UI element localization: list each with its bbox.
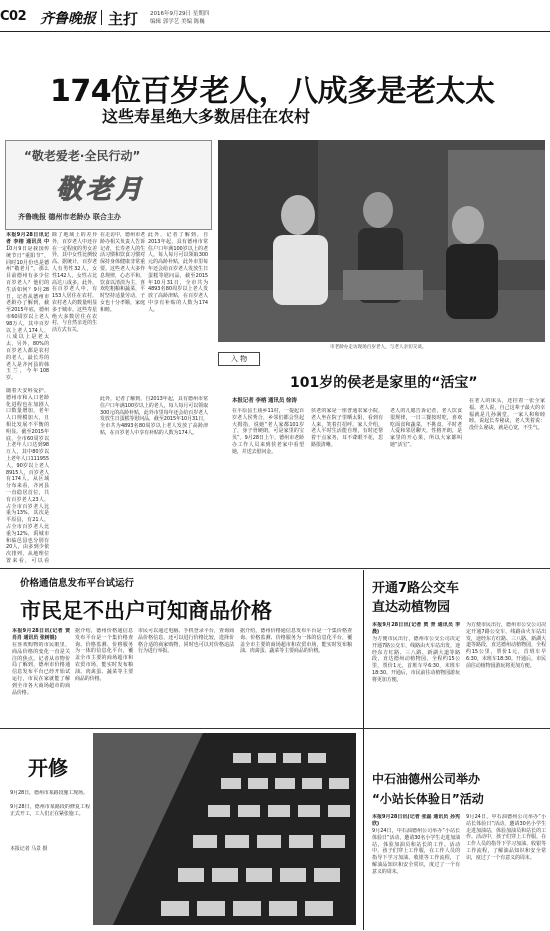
lead-col-5-cont: 此外，记者了解到，自2013年起，具有德州市常住户口年满100岁以上的老人，每人每月可以领取300元的高龄补贴，此外市里每年还会给百岁老人发放生日蛋糕等慰问品，截至2015年10月31日，全市共为4893名80周岁以上老人发放了高龄津贴，在百岁老人中享有补贴的人数为174人。 — [100, 396, 208, 436]
issue-date: 2016年9月29日 星期四 — [150, 11, 210, 17]
petro-col-1: 9月24日，中石油德州公司举办“小站长体验日”活动，邀请30名小学生走进加油站，体验加油员和站长的工作。活动中，孩子们穿上工作服，在工作人员的指导下学习加油、收银等工作流程，了解油品知识和安全常识，度过了一个有意义的周末。 — [372, 828, 460, 875]
feature-col-1: 在平原县王庙乡11村，一提起百岁老人侯秀合，乡邻们都会竖起大拇指，说她“老人家都101岁了，身子骨硬朗，可是家里的宝贝”。9月28日上午，德州市老龄办工作人员来到侯老家中看望她，并送去慰问金。 — [232, 408, 304, 455]
petro-byline: 本报9月28日讯(记者 张磊 通讯员 孙宪欣) — [372, 814, 460, 827]
editors: 编辑 郭学艺 美编 陈巍 — [150, 19, 205, 25]
price-col-3-cont: 据介绍，德州价格通信息发布平台是一个集价格查询、价格监测、价格服务为一体的信息化平台，覆盖全市主要的商场超市和农贸市场，能实时发布粮油、肉禽蛋、蔬菜等主要商品的价格。 — [240, 628, 352, 655]
section-title: 主打 — [108, 10, 139, 28]
petro-headline-2: “小站长体验日”活动 — [372, 792, 484, 806]
petro-headline-1: 中石油德州公司举办 — [372, 772, 481, 786]
lead-subhead: 这些寿星绝大多数居住在农村 — [102, 107, 311, 126]
feature-col-4: 在老人的床头，还挂着一张全家福。老人说，自己这辈子最大的幸福就是儿孙满堂，一家人和和睦睦。说起长寿秘诀，老人笑着说：没什么秘诀，就是心宽，不生气。 — [469, 398, 545, 432]
road-repair-photo — [93, 733, 356, 925]
bus-headline-1: 开通7路公交车 — [372, 581, 460, 596]
bus-headline-2: 直达动植物园 — [372, 600, 451, 615]
logo-slogan: “敬老爱老·全民行动” — [24, 149, 141, 163]
bus-col-2: 为方便市民出行，德州市公交公司决定开通7路公交车，线路由火车站出发，途经东方红路、三八路、新湖大道等路段，直达德州动植物园，全程约15公里，票价1元，首班车早6:30，末班车18:30。开通后，市民前往动植物园游玩将更加方便。 — [466, 622, 546, 669]
bus-byline: 本报9月28日讯(记者 贾 青 通讯员 李 晨) — [372, 622, 460, 635]
repair-title: 开修 — [28, 756, 68, 780]
lead-col-5: 此外，记者了解到，自2013年起，具有德州市常住户口年满100岁以上的老人，每人每月可以领取300元的高龄补贴，此外市里每年还会给百岁老人发放生日蛋糕等慰问品，截至2015年10月31日，全市共为4893名80周岁以上老人发放了高龄津贴，在百岁老人中享有补贴的人数为174人。 — [148, 232, 208, 313]
bus-col-1: 为方便市民出行，德州市公交公司决定开通7路公交车，线路由火车站出发，途经东方红路、三八路、新湖大道等路段，直达德州动植物园，全程约15公里，票价1元，首班车早6:30，末班车18:30。开通后，市民前往动植物园游玩将更加方便。 — [372, 636, 460, 683]
masthead — [0, 0, 550, 32]
price-kicker: 价格通信息发布平台试运行 — [20, 578, 135, 589]
repair-text: 9月28日，德州市某路段的修复工程正式开工，工人们正在紧张施工。 — [10, 804, 90, 817]
lead-col-2: 随着天安科爱护，德州市和入口老龄化进程也在加剧人口数量增加，老年人口规模加大，且相比发展不平衡的明显。截至2015年底，全市60周岁以上老年人口达到98万人，其中80岁以上老年人口111955人，90岁以上老人8915人，百岁老人有174人。从区域分布来看，齐河县一直稳居首位，共有百岁老人23人，占全市百岁老人比重为13%，其次是平原县，有21人，占全市百岁老人比重为12%，禹城市和临邑县也分别有20人，由多到少依次排列，从地理位置来看，可以看 — [6, 388, 49, 564]
feature-byline: 本报记者 李榕 通讯员 徐涛 — [232, 398, 297, 404]
lead-photo-caption: 市老龄办走访现场百岁老人，与老人亲切交谈。 — [330, 345, 427, 350]
lead-col-1: 10月9日是我国传统节日“重阳节”，同时10月份也是德州“敬老月”。那么目前德州有多少位百岁老人？他们的生活如何？9月28日，记者从德州市老龄办了解到，截至2015年底，德州市60周岁以上老人98万人，其中百岁以上老人174人，八成以上是老太太，另外，80%的百岁老人都是农村的老人，最长寿的老人是齐河县的韩玉兰，今年108岁。 — [6, 246, 49, 382]
campaign-logo — [5, 140, 212, 230]
price-headline: 市民足不出户可知商品价格 — [20, 599, 272, 623]
paper-logo: 齐鲁晚报 — [40, 11, 96, 27]
repair-credit: 本报记者 马景 摄 — [10, 846, 48, 852]
petro-col-2: 9月24日，中石油德州公司举办“小站长体验日”活动，邀请30名小学生走进加油站，体验加油员和站长的工作。活动中，孩子们穿上工作服，在工作人员的指导下学习加油、收银等工作流程，了解油品知识和安全常识，度过了一个有意义的周末。 — [466, 814, 546, 861]
elderly-visit-photo — [218, 140, 545, 342]
lead-col-4: 在走访中，德州市老龄办相关负责人告诉记者，长寿老人的生活习惯和饮食习惯对保持身体健康非常重要。这些老人大多作息规律，心态平和，饮食以清淡为主，喜欢吃粗粮和蔬菜，平时坚持适量劳动，子女也十分孝顺，家庭和睦。 — [100, 232, 145, 313]
logo-title: 敬老月 — [56, 175, 147, 205]
price-byline: 本报9月28日讯(记者 贾 肖肖 通讯员 张树锟) — [12, 628, 70, 641]
price-col-3: 市民可以通过电脑、手机登录平台，查询商品价格信息，还可以进行价格比较，选择价格合适的商家购物，同时也可以对价格违法行为进行举报。 — [138, 628, 234, 655]
price-col-1: 在喜欢购物的市民眼里，商品价格的变化一直是关注的焦点。记者从市物价局了解到，德州市价格通信息发布平台已经开始试运行，市民在家就能了解到全市各大商场超市的商品价格。 — [12, 642, 70, 696]
feature-col-2: 侯老的家是一座普通农家小院，老人坐在院子里晒太阳，看到有人来，笑着打招呼。家人介绍，老人平时生活能自理，有时还帮着干点家务，耳不聋眼不花，思路很清晰。 — [311, 408, 383, 448]
feature-headline: 101岁的侯老是家里的“活宝” — [290, 375, 478, 391]
page-code: C02 — [0, 9, 27, 24]
price-col-2: 据介绍，德州价格通信息发布平台是一个集价格查询、价格监测、价格服务为一体的信息化平台，覆盖全市主要的商场超市和农贸市场，能实时发布粮油、肉禽蛋、蔬菜等主要商品的价格。 — [75, 628, 133, 682]
lead-col-3: 除了地域上的差异外，百岁老人中还存在一定程度的男女差异，其中女性比例较高。据统计，百岁老人有男性32人，女性142人，女性占比高达八成多。此外，在百岁老人中，有153人居住在农村，农村老人的数量明显多于城市。这些寿星绝大多数居住在农村，与自然亲近的生活方式有关。 — [52, 232, 97, 334]
lead-headline: 174位百岁老人，八成多是老太太 — [50, 74, 495, 109]
logo-footer: 齐鲁晚报 德州市老龄办 联合主办 — [18, 213, 121, 221]
lead-byline: 本报9月28日讯记者 李榕 通讯员 中 — [6, 232, 49, 245]
repair-photo — [93, 733, 356, 925]
lead-photo — [218, 140, 545, 342]
repair-date: 9月28日，德州市某路段施工现场。 — [10, 790, 88, 796]
feature-label: 入 物 — [218, 352, 260, 366]
feature-col-3: 老人的儿媳告诉记者，老人饮食很规律，一日三餐按时吃，喜欢吃面食和蔬菜，不挑食。平时老人爱和邻居聊天，性格开朗，是家里的开心果，所以大家都叫她“活宝”。 — [390, 408, 462, 448]
